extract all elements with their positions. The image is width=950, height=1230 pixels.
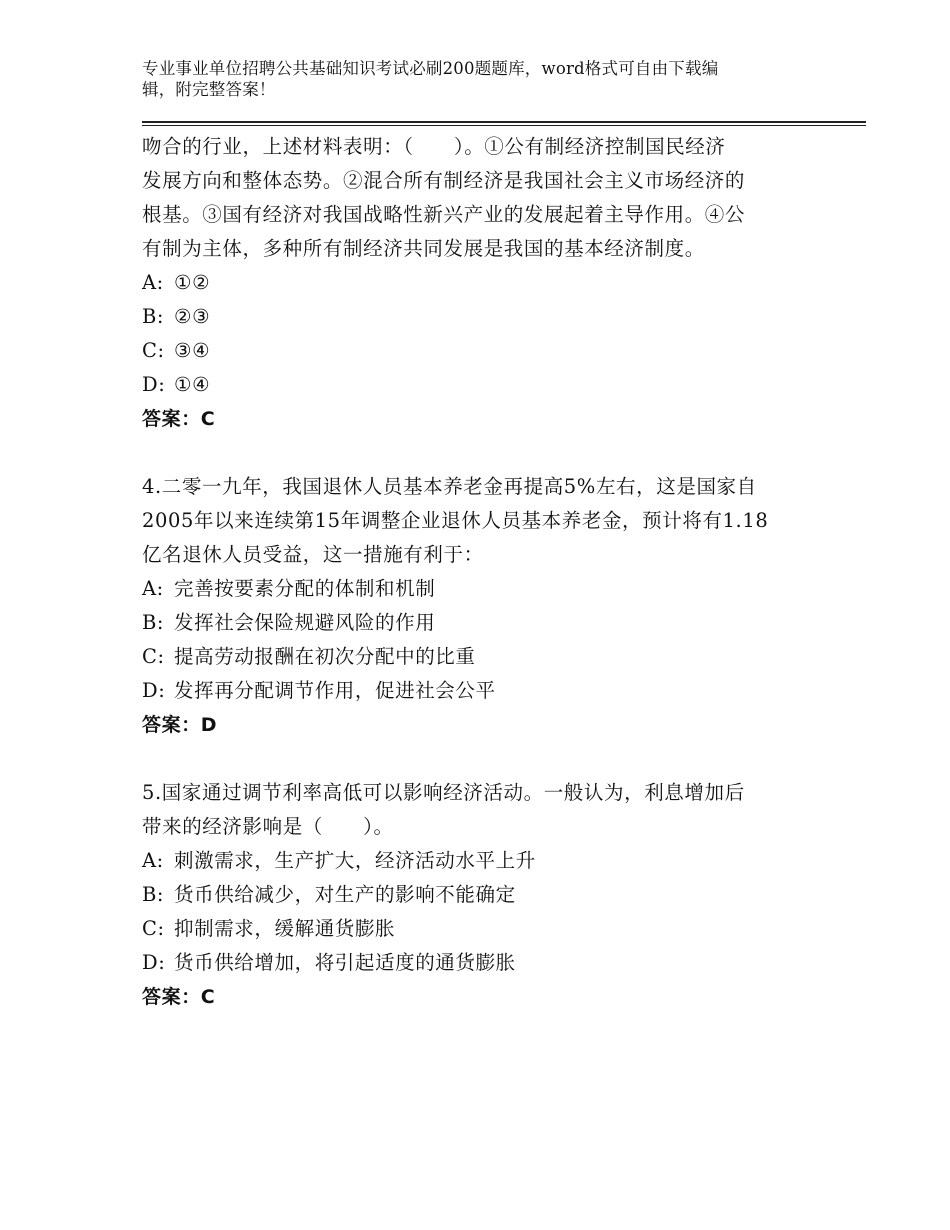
question-5-option-c xyxy=(142,912,807,946)
question-5-line-2: 带来的经济影响是（ ）。 xyxy=(142,815,394,838)
option-text: 发挥社会保险规避风险的作用 xyxy=(174,611,436,634)
option-label: B: xyxy=(142,611,165,634)
option-label: C: xyxy=(142,645,165,668)
question-4-option-d xyxy=(142,674,807,708)
option-label: D: xyxy=(142,679,166,702)
option-label: B: xyxy=(142,883,165,906)
option-text: 货币供给增加，将引起适度的通货膨胀 xyxy=(174,951,516,974)
option-text: ②③ xyxy=(174,305,211,328)
header-divider-thin xyxy=(142,125,866,126)
option-text: ①④ xyxy=(174,373,211,396)
question-5-answer: 答案：C xyxy=(142,986,216,1008)
question-5-line-1: 5.国家通过调节利率高低可以影响经济活动。一般认为，利息增加后 xyxy=(142,781,745,804)
question-3-answer: 答案：C xyxy=(142,408,216,430)
question-3-option-a xyxy=(142,266,807,300)
option-label: A: xyxy=(142,849,164,872)
question-3 xyxy=(142,130,807,436)
option-text: 抑制需求，缓解通货膨胀 xyxy=(174,917,396,940)
option-text: ③④ xyxy=(174,339,211,362)
question-5-option-a xyxy=(142,844,807,878)
option-label: D: xyxy=(142,951,166,974)
option-label: A: xyxy=(142,577,164,600)
question-3-option-b xyxy=(142,300,807,334)
header-divider-thick xyxy=(142,121,866,123)
question-5-option-b xyxy=(142,878,807,912)
option-text: 刺激需求，生产扩大，经济活动水平上升 xyxy=(174,849,536,872)
question-3-option-c xyxy=(142,334,807,368)
question-3-line-4: 有制为主体，多种所有制经济共同发展是我国的基本经济制度。 xyxy=(142,237,705,260)
option-text: 提高劳动报酬在初次分配中的比重 xyxy=(174,645,476,668)
option-label: D: xyxy=(142,373,166,396)
question-5-option-d xyxy=(142,946,807,980)
question-content xyxy=(142,130,807,1014)
question-5 xyxy=(142,776,807,1014)
header-title-line-1: 专业事业单位招聘公共基础知识考试必刷200题题库，word格式可自由下载编 xyxy=(142,59,719,78)
option-label: C: xyxy=(142,339,165,362)
option-text: 发挥再分配调节作用，促进社会公平 xyxy=(174,679,496,702)
option-label: A: xyxy=(142,271,164,294)
question-4-line-1: 4.二零一九年，我国退休人员基本养老金再提高5%左右，这是国家自 xyxy=(142,475,757,498)
option-text: ①② xyxy=(174,271,211,294)
page-header xyxy=(142,58,792,100)
option-text: 货币供给减少，对生产的影响不能确定 xyxy=(174,883,516,906)
header-title-line-2: 辑，附完整答案！ xyxy=(142,80,276,99)
question-4-answer: 答案：D xyxy=(142,714,218,736)
option-label: C: xyxy=(142,917,165,940)
question-3-line-2: 发展方向和整体态势。②混合所有制经济是我国社会主义市场经济的 xyxy=(142,169,746,192)
option-label: B: xyxy=(142,305,165,328)
question-4-line-3: 亿名退休人员受益，这一措施有利于： xyxy=(142,543,484,566)
question-4-line-2: 2005年以来连续第15年调整企业退休人员基本养老金，预计将有1.18 xyxy=(142,509,769,532)
question-4 xyxy=(142,470,807,742)
question-3-option-d xyxy=(142,368,807,402)
question-3-line-3: 根基。③国有经济对我国战略性新兴产业的发展起着主导作用。④公 xyxy=(142,203,746,226)
question-4-option-b xyxy=(142,606,807,640)
question-4-option-c xyxy=(142,640,807,674)
question-4-option-a xyxy=(142,572,807,606)
question-3-line-1: 吻合的行业，上述材料表明：（ ）。①公有制经济控制国民经济 xyxy=(142,135,726,158)
option-text: 完善按要素分配的体制和机制 xyxy=(174,577,436,600)
